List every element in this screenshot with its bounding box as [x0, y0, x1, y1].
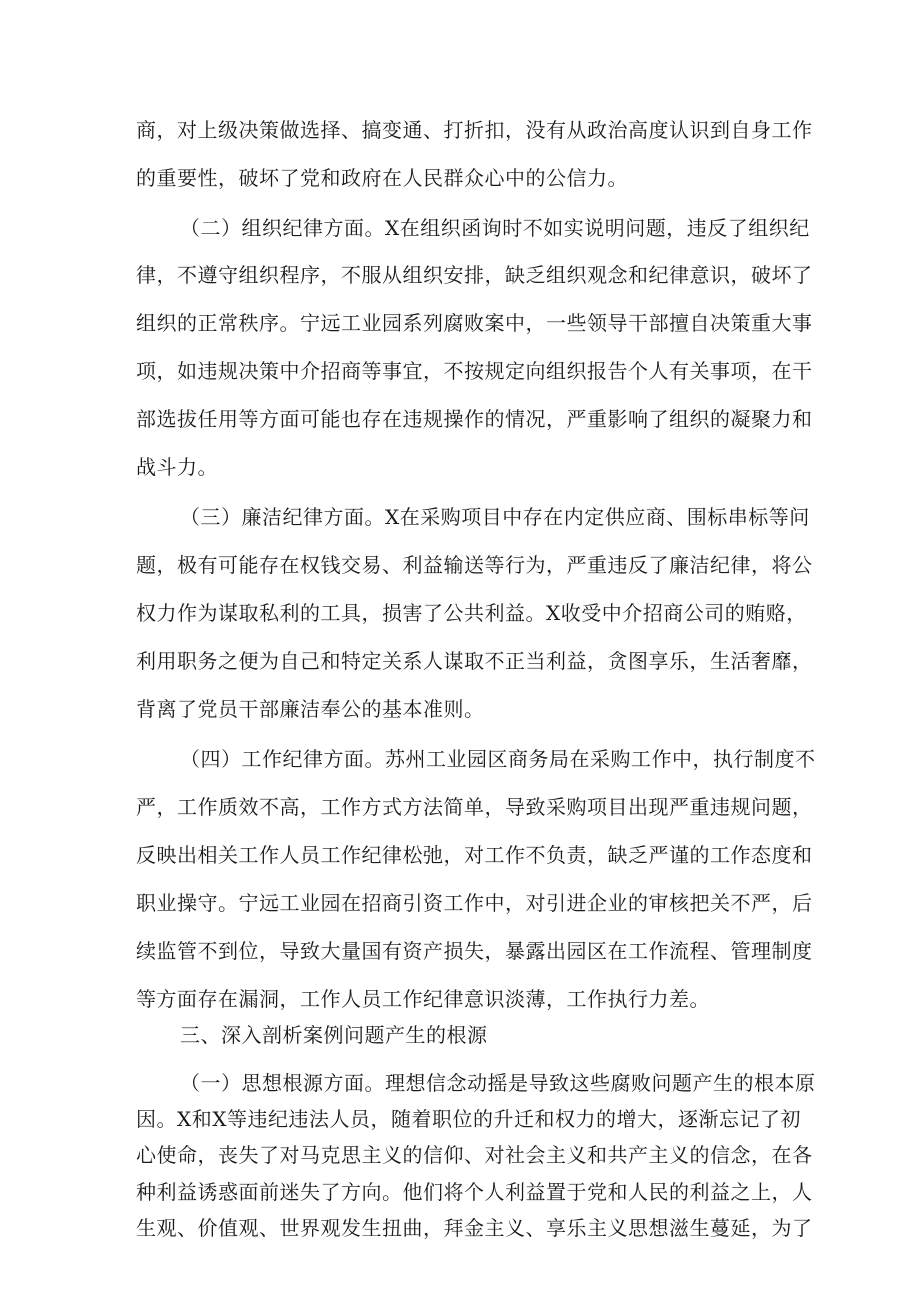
text-line: 的重要性，破坏了党和政府在人民群众心中的公信力。: [136, 166, 628, 190]
section-heading: 三、深入剖析案例问题产生的根源: [180, 1023, 488, 1047]
text-line: 心使命，丧失了对马克思主义的信仰、对社会主义和共产主义的信念，在各: [136, 1143, 813, 1167]
text-line: 律，不遵守组织程序，不服从组织安排，缺乏组织观念和纪律意识，破坏了: [136, 263, 813, 287]
text-line: （一）思想根源方面。理想信念动摇是导致这些腐败问题产生的根本原: [180, 1071, 816, 1095]
text-line: 战斗力。: [136, 455, 218, 479]
text-line: 部选拔任用等方面可能也存在违规操作的情况，严重影响了组织的凝聚力和: [136, 407, 813, 431]
text-line: （二）组织纪律方面。X在组织函询时不如实说明问题，违反了组织纪: [180, 216, 810, 240]
text-line: 等方面存在漏洞，工作人员工作纪律意识淡薄，工作执行力差。: [136, 987, 710, 1011]
text-line: 生观、价值观、世界观发生扭曲，拜金主义、享乐主义思想滋生蔓延，为了: [136, 1216, 813, 1240]
text-line: 职业操守。宁远工业园在招商引资工作中，对引进企业的审核把关不严，后: [136, 891, 813, 915]
text-line: （三）廉洁纪律方面。X在采购项目中存在内定供应商、围标串标等问: [180, 505, 810, 529]
text-line: 组织的正常秩序。宁远工业园系列腐败案中，一些领导干部擅自决策重大事: [136, 311, 813, 335]
text-line: 项，如违规决策中介招商等事宜，不按规定向组织报告个人有关事项，在干: [136, 359, 813, 383]
text-line: 商，对上级决策做选择、搞变通、打折扣，没有从政治高度认识到自身工作: [136, 118, 813, 142]
text-line: （四）工作纪律方面。苏州工业园区商务局在采购工作中，执行制度不: [180, 747, 816, 771]
text-line: 种利益诱惑面前迷失了方向。他们将个人利益置于党和人民的利益之上，人: [136, 1180, 813, 1204]
text-line: 反映出相关工作人员工作纪律松弛，对工作不负责，缺乏严谨的工作态度和: [136, 843, 813, 867]
text-line: 续监管不到位，导致大量国有资产损失，暴露出园区在工作流程、管理制度: [136, 939, 813, 963]
text-line: 题，极有可能存在权钱交易、利益输送等行为，严重违反了廉洁纪律，将公: [136, 553, 813, 577]
text-line: 背离了党员干部廉洁奉公的基本准则。: [136, 697, 485, 721]
text-line: 严，工作质效不高，工作方式方法简单，导致采购项目出现严重违规问题，: [136, 795, 813, 819]
text-line: 权力作为谋取私利的工具，损害了公共利益。X收受中介招商公司的贿赂，: [136, 601, 807, 625]
text-line: 利用职务之便为自己和特定关系人谋取不正当利益，贪图享乐，生活奢靡，: [136, 649, 813, 673]
text-line: 因。X和X等违纪违法人员，随着职位的升迁和权力的增大，逐渐忘记了初: [136, 1107, 801, 1131]
